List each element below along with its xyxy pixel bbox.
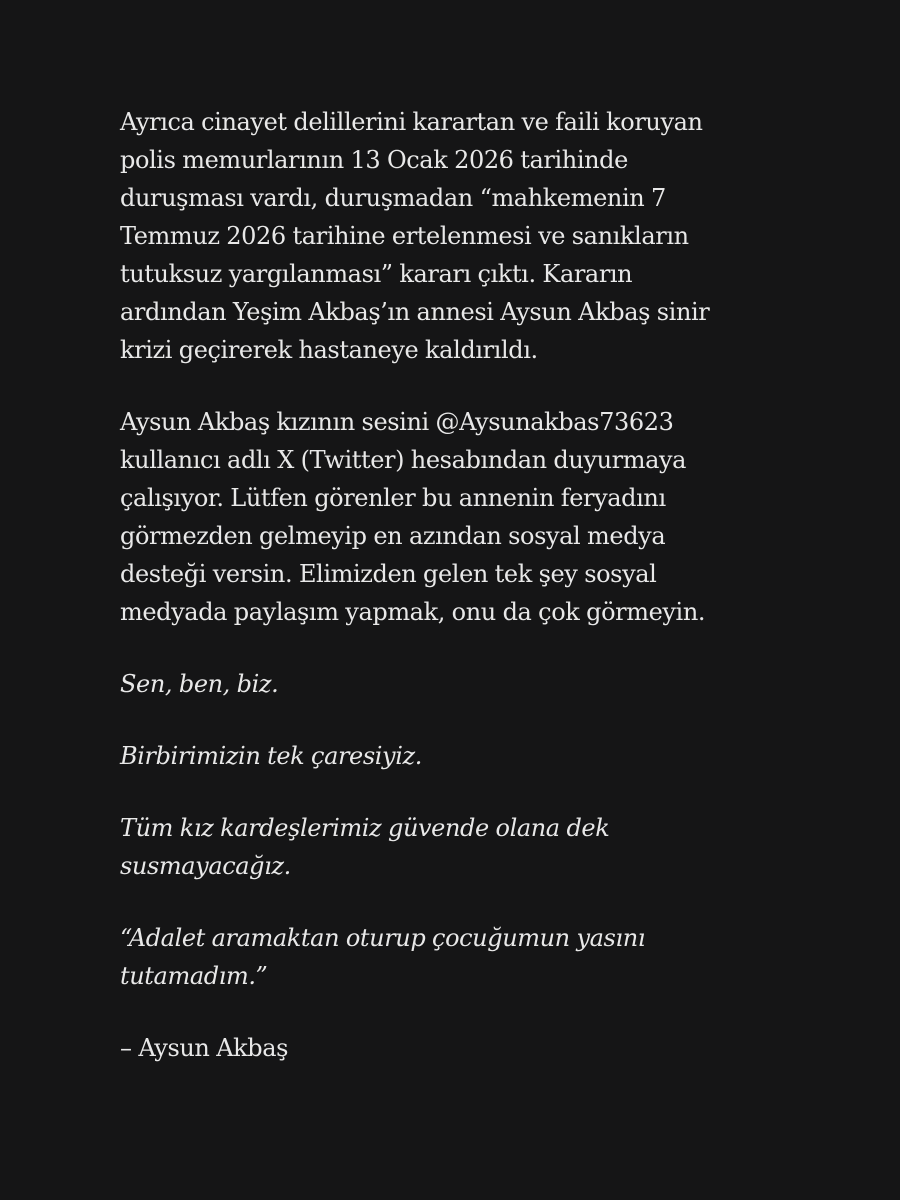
paragraph-social-media-call: Aysun Akbaş kızının sesini @Aysunakbas73623 kullanıcı adlı X (Twitter) hesabından duyurmaya çalışıyor. Lütfen görenler bu annenin feryadını görmezden gelmeyip en azından sosyal medya desteği versin. Elimizden gelen tek şey sosyal medyada paylaşım yapmak, onu da çok görmeyin.: [120, 408, 706, 626]
quote-attribution: – Aysun Akbaş: [120, 1034, 289, 1062]
article-body: [120, 103, 800, 1101]
slogan-susmayacagiz: Tüm kız kardeşlerimiz güvende olana dek susmayacağız.: [120, 814, 610, 880]
paragraph-court-decision: Ayrıca cinayet delillerini karartan ve faili koruyan polis memurlarının 13 Ocak 2026 tarihinde duruşması vardı, duruşmadan “mahkemenin 7 Temmuz 2026 tarihine ertelenmesi ve sanıkların tutuksuz yargılanması” kararı çıktı. Kararın ardından Yeşim Akbaş’ın annesi Aysun Akbaş sinir krizi geçirerek hastaneye kaldırıldı.: [120, 108, 710, 364]
slogan-birbirimizin: Birbirimizin tek çaresiyiz.: [120, 742, 422, 770]
slogan-sen-ben-biz: Sen, ben, biz.: [120, 670, 279, 698]
quote-text: “Adalet aramaktan oturup çocuğumun yasını tutamadım.”: [120, 924, 646, 990]
